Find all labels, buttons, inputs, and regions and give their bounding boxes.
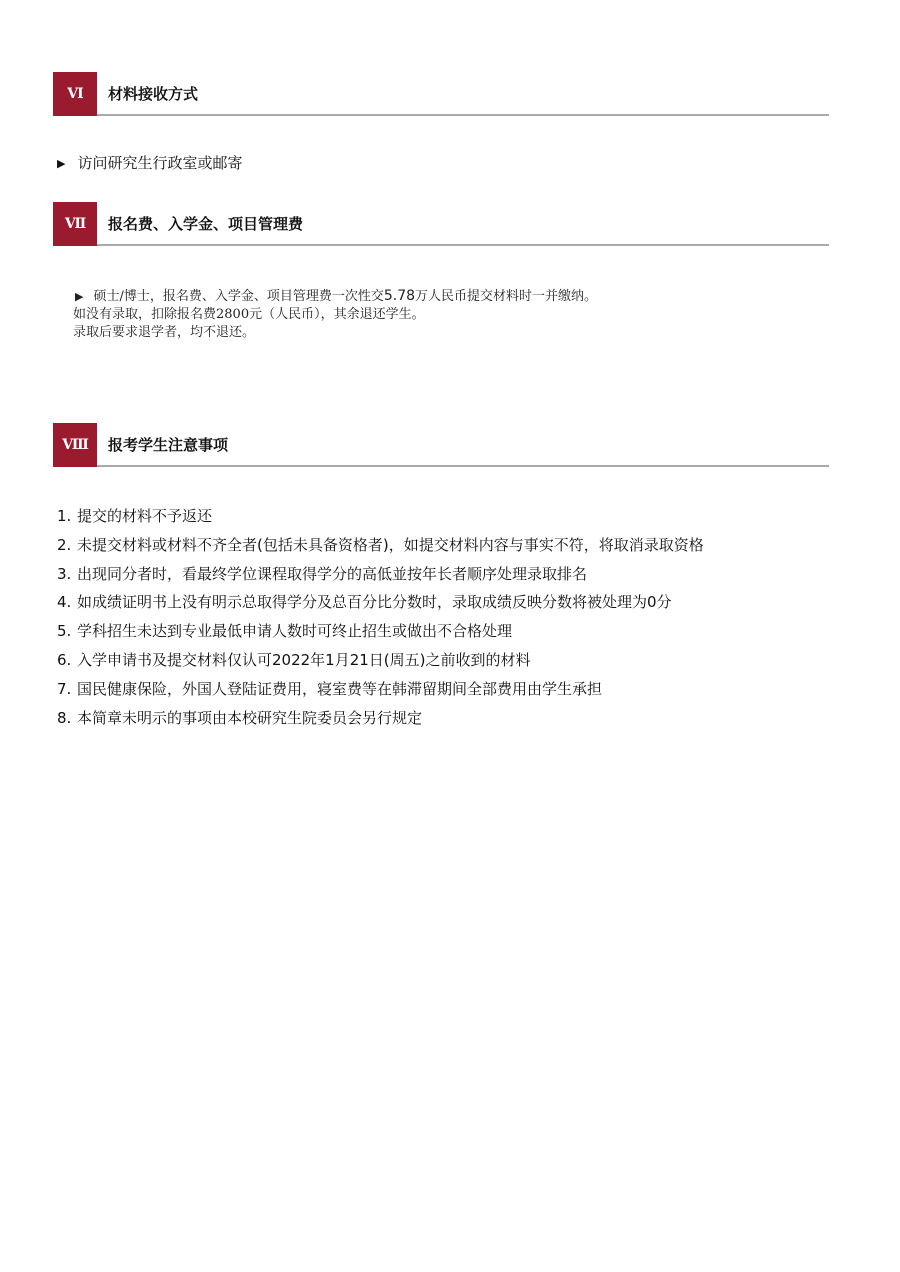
list-text: 本简章未明示的事项由本校研究生院委员会另行规定 [77, 708, 423, 727]
triangle-right-icon: ▶ [75, 290, 84, 303]
fee-text: 硕士/博士，报名费、入学金、项目管理费一次性交 [93, 289, 384, 304]
list-text: 国民健康保险，外国人登陆证费用，寝室费等在韩滞留期间全部费用由学生承担 [77, 679, 603, 698]
list-item [57, 675, 704, 704]
section-title: 材料接收方式 [108, 85, 199, 103]
section-badge: Ⅶ [53, 202, 97, 246]
list-item [57, 588, 704, 617]
list-number: 7. [57, 679, 72, 698]
list-item [57, 531, 704, 560]
list-text: 入学申请书及提交材料仅认可2022年1月21日(周五)之前收到的材料 [77, 650, 531, 669]
section-title: 报名费、入学金、项目管理费 [108, 215, 304, 233]
fee-line-3: 录取后要求退学者，均不退还。 [73, 325, 256, 340]
list-text: 出现同分者时，看最终学位课程取得学分的高低並按年长者顺序处理录取排名 [77, 564, 588, 583]
list-item [57, 502, 704, 531]
list-text: 未提交材料或材料不齐全者(包括未具备资格者)，如提交材料内容与事实不符，将取消录取资格 [77, 535, 704, 554]
fee-line-2: 如没有录取，扣除报名费2800元（人民币），其余退还学生。 [73, 307, 425, 322]
list-number: 8. [57, 708, 72, 727]
list-number: 5. [57, 622, 72, 641]
fee-paragraph [75, 287, 597, 342]
list-text: 学科招生未达到专业最低申请人数时可终止招生或做出不合格处理 [77, 622, 513, 641]
list-item [57, 704, 704, 733]
fee-amount: 5.78 [383, 288, 416, 304]
list-number: 2. [57, 535, 72, 554]
delivery-method-text: 访问研究生行政室或邮寄 [77, 154, 243, 172]
fee-line-1 [75, 287, 597, 306]
list-number: 4. [57, 593, 72, 612]
notes-list [57, 502, 704, 732]
fee-text: 万人民币提交材料时一并缴纳。 [415, 289, 598, 304]
list-item [57, 646, 704, 675]
section-header-8 [53, 423, 829, 467]
list-text: 提交的材料不予返还 [77, 507, 213, 525]
section-divider [97, 114, 829, 116]
section-header-7 [53, 202, 829, 246]
section-header-6 [53, 72, 829, 116]
section-badge: Ⅷ [53, 423, 97, 467]
section-divider [97, 465, 829, 467]
list-number: 3. [57, 564, 72, 583]
list-item [57, 617, 704, 646]
triangle-right-icon: ▶ [57, 157, 66, 170]
list-text: 如成绩证明书上没有明示总取得学分及总百分比分数时，录取成绩反映分数将被处理为0分 [77, 593, 672, 612]
delivery-method-item [57, 152, 242, 173]
list-item [57, 560, 704, 589]
list-number: 6. [57, 650, 72, 669]
section-title: 报考学生注意事项 [108, 436, 229, 454]
section-badge: VI [53, 72, 97, 116]
section-divider [97, 244, 829, 246]
list-number: 1. [57, 507, 72, 525]
